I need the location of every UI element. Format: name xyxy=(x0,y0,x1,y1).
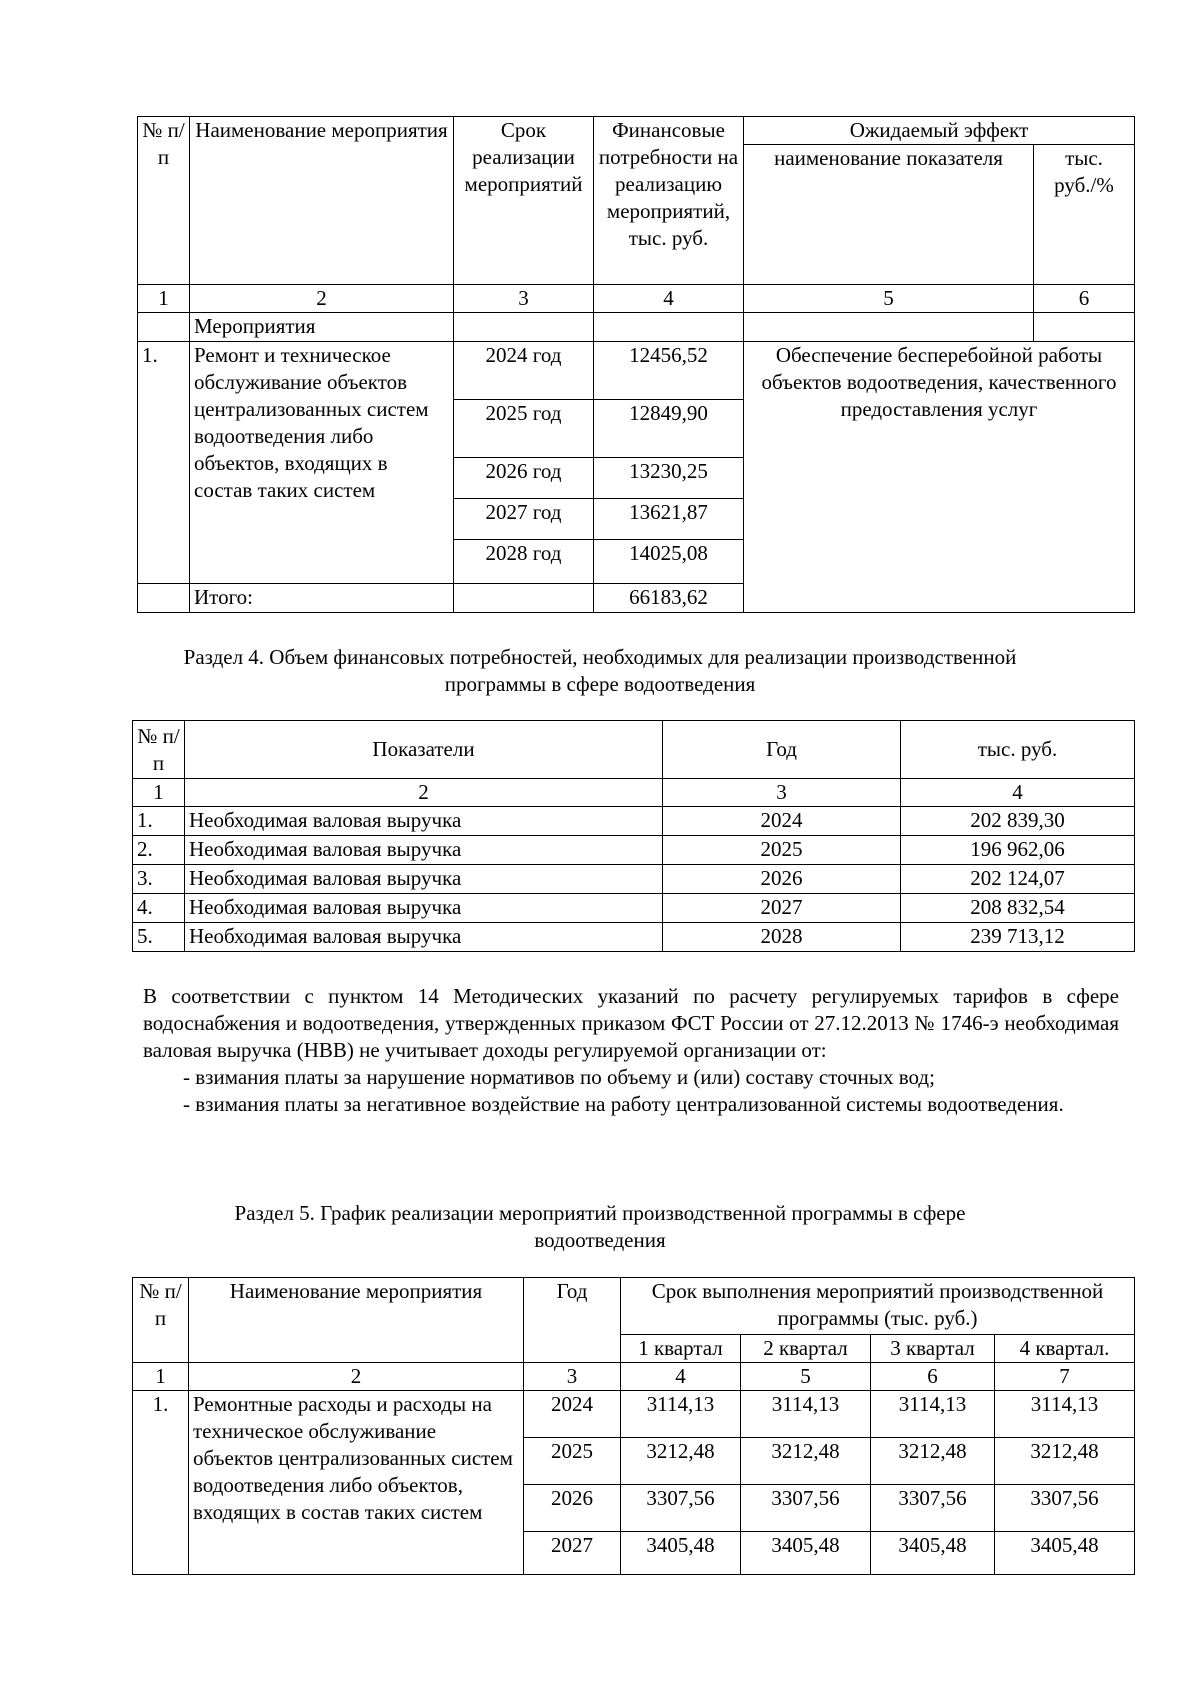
header-effect: Ожидаемый эффект xyxy=(744,117,1135,145)
measures-table xyxy=(137,116,1135,613)
header-term: Срок выполнения мероприятий производственной программы (тыс. руб.) xyxy=(621,1278,1135,1335)
q2-cell: 3307,56 xyxy=(741,1485,871,1532)
header-q2: 2 квартал xyxy=(741,1335,871,1363)
section-label: Мероприятия xyxy=(190,313,454,342)
row-num: 3. xyxy=(133,865,185,894)
section4-caption: Раздел 4. Объем финансовых потребностей, необходимых для реализации производственной программы в сфере водоотведения xyxy=(183,645,1017,696)
col-number: 6 xyxy=(871,1363,995,1391)
year-cell: 2025 год xyxy=(454,400,594,458)
column-numbers-row xyxy=(138,285,1135,313)
q3-cell: 3212,48 xyxy=(871,1438,995,1485)
paragraph-item: - взимания платы за нарушение нормативов по объему и (или) составу сточных вод; xyxy=(183,1065,935,1089)
table-row xyxy=(133,1391,1135,1438)
header-num: № п/п xyxy=(138,117,190,285)
year-cell: 2027 xyxy=(524,1532,621,1575)
amount-cell: 14025,08 xyxy=(594,540,744,584)
amount-cell: 12849,90 xyxy=(594,400,744,458)
year-cell: 2028 год xyxy=(454,540,594,584)
section5-caption: Раздел 5. График реализации мероприятий производственной программы в сфере водоотведения xyxy=(234,1201,966,1252)
row-name: Необходимая валовая выручка xyxy=(185,894,663,923)
col-number: 1 xyxy=(138,285,190,313)
col-number: 4 xyxy=(594,285,744,313)
total-label: Итого: xyxy=(190,584,454,613)
section-row xyxy=(138,313,1135,342)
q1-cell: 3307,56 xyxy=(621,1485,741,1532)
year-cell: 2025 xyxy=(524,1438,621,1485)
item-name: Ремонтные расходы и расходы на техническое обслуживание объектов централизованных систем водоотведения либо объектов, входящих в состав таких систем xyxy=(189,1391,524,1575)
q1-cell: 3405,48 xyxy=(621,1532,741,1575)
table-row xyxy=(133,807,1135,836)
q3-cell: 3307,56 xyxy=(871,1485,995,1532)
col-number: 4 xyxy=(621,1363,741,1391)
q1-cell: 3212,48 xyxy=(621,1438,741,1485)
row-value: 202 124,07 xyxy=(901,865,1135,894)
table-row xyxy=(138,342,1135,400)
col-number: 6 xyxy=(1034,285,1135,313)
header-name: Наименование мероприятия xyxy=(190,117,454,285)
amount-cell: 12456,52 xyxy=(594,342,744,400)
col-number: 3 xyxy=(663,779,901,807)
header-q1: 1 квартал xyxy=(621,1335,741,1363)
header-name: Наименование мероприятия xyxy=(189,1278,524,1363)
header-finance: Финансовые потребности на реализацию мероприятий, тыс. руб. xyxy=(594,117,744,285)
row-year: 2028 xyxy=(663,923,901,952)
col-number: 1 xyxy=(133,1363,189,1391)
year-cell: 2024 xyxy=(524,1391,621,1438)
header-value: тыс. руб. xyxy=(901,721,1135,779)
header-q4: 4 квартал. xyxy=(995,1335,1135,1363)
row-name: Необходимая валовая выручка xyxy=(185,923,663,952)
header-num: № п/п xyxy=(133,721,185,779)
row-num: 4. xyxy=(133,894,185,923)
row-value: 239 713,12 xyxy=(901,923,1135,952)
table-row xyxy=(133,865,1135,894)
col-number: 7 xyxy=(995,1363,1135,1391)
col-number: 2 xyxy=(190,285,454,313)
row-value: 202 839,30 xyxy=(901,807,1135,836)
header-q3: 3 квартал xyxy=(871,1335,995,1363)
q4-cell: 3114,13 xyxy=(995,1391,1135,1438)
effect-text: Обеспечение бесперебойной работы объектов водоотведения, качественного предоставления услуг xyxy=(744,342,1135,613)
schedule-table xyxy=(132,1277,1135,1575)
paragraph-block xyxy=(143,983,1119,1118)
item-num: 1. xyxy=(133,1391,189,1575)
year-cell: 2024 год xyxy=(454,342,594,400)
q4-cell: 3307,56 xyxy=(995,1485,1135,1532)
year-cell: 2027 год xyxy=(454,499,594,540)
q3-cell: 3114,13 xyxy=(871,1391,995,1438)
col-number: 1 xyxy=(133,779,185,807)
q3-cell: 3405,48 xyxy=(871,1532,995,1575)
header-num: № п/п xyxy=(133,1278,189,1363)
col-number: 5 xyxy=(744,285,1034,313)
q2-cell: 3114,13 xyxy=(741,1391,871,1438)
year-cell: 2026 xyxy=(524,1485,621,1532)
q4-cell: 3405,48 xyxy=(995,1532,1135,1575)
col-number: 2 xyxy=(189,1363,524,1391)
header-indicator: наименование показателя xyxy=(744,145,1034,285)
row-num: 2. xyxy=(133,836,185,865)
table-row xyxy=(133,923,1135,952)
q2-cell: 3212,48 xyxy=(741,1438,871,1485)
col-number: 2 xyxy=(185,779,663,807)
paragraph-main: В соответствии с пунктом 14 Методических указаний по расчету регулируемых тарифов в сфере водоснабжения и водоотведения, утвержденных приказом ФСТ России от 27.12.2013 № 1746-э необходимая валовая выручка (НВВ) не учитывает доходы регулируемой организации от: xyxy=(143,984,1119,1062)
q1-cell: 3114,13 xyxy=(621,1391,741,1438)
q4-cell: 3212,48 xyxy=(995,1438,1135,1485)
header-indicator: Показатели xyxy=(185,721,663,779)
row-num: 1. xyxy=(133,807,185,836)
row-name: Необходимая валовая выручка xyxy=(185,836,663,865)
header-value: тыс. руб./% xyxy=(1034,145,1135,285)
col-number: 4 xyxy=(901,779,1135,807)
col-number: 5 xyxy=(741,1363,871,1391)
row-year: 2027 xyxy=(663,894,901,923)
col-number: 3 xyxy=(524,1363,621,1391)
paragraph-item: - взимания платы за негативное воздействие на работу централизованной системы водоотведения. xyxy=(183,1092,1064,1116)
row-name: Необходимая валовая выручка xyxy=(185,865,663,894)
year-cell: 2026 год xyxy=(454,458,594,499)
row-year: 2024 xyxy=(663,807,901,836)
col-number: 3 xyxy=(454,285,594,313)
header-year: Год xyxy=(524,1278,621,1363)
header-year: Год xyxy=(663,721,901,779)
item-name: Ремонт и техническое обслуживание объектов централизованных систем водоотведения либо объектов, входящих в состав таких систем xyxy=(190,342,454,584)
row-value: 208 832,54 xyxy=(901,894,1135,923)
column-numbers-row xyxy=(133,779,1135,807)
row-year: 2025 xyxy=(663,836,901,865)
row-name: Необходимая валовая выручка xyxy=(185,807,663,836)
amount-cell: 13621,87 xyxy=(594,499,744,540)
row-num: 5. xyxy=(133,923,185,952)
q2-cell: 3405,48 xyxy=(741,1532,871,1575)
revenue-table xyxy=(132,720,1135,952)
item-num: 1. xyxy=(138,342,190,584)
row-value: 196 962,06 xyxy=(901,836,1135,865)
table-row xyxy=(133,836,1135,865)
row-year: 2026 xyxy=(663,865,901,894)
header-term: Срок реализации мероприятий xyxy=(454,117,594,285)
table-row xyxy=(133,894,1135,923)
amount-cell: 13230,25 xyxy=(594,458,744,499)
column-numbers-row xyxy=(133,1363,1135,1391)
total-amount: 66183,62 xyxy=(594,584,744,613)
